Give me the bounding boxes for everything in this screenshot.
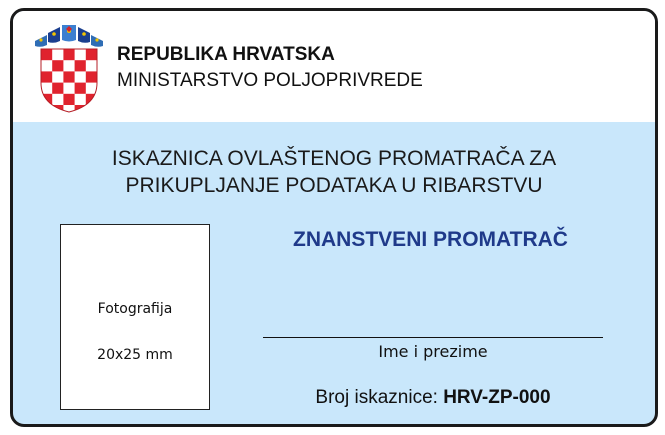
name-signature-line	[263, 337, 603, 338]
observer-role: ZNANSTVENI PROMATRAČ	[293, 228, 568, 251]
card-title-line1: ISKAZNICA OVLAŠTENOG PROMATRAČA ZA	[111, 147, 557, 170]
photo-label: Fotografija	[97, 301, 173, 317]
card-number-label: Broj iskaznice:	[315, 387, 438, 408]
croatian-coat-of-arms-icon	[33, 21, 105, 113]
ministry-name: MINISTARSTVO POLJOPRIVREDE	[117, 70, 423, 91]
photo-size: 20x25 mm	[97, 347, 173, 363]
org-name: REPUBLIKA HRVATSKA	[117, 44, 335, 65]
card-title-line2: PRIKUPLJANJE PODATAKA U RIBARSTVU	[125, 174, 543, 197]
card-number-value: HRV-ZP-000	[443, 387, 551, 408]
card-number	[253, 387, 613, 409]
name-label: Ime i prezime	[378, 342, 488, 361]
photo-placeholder	[60, 224, 210, 410]
card-title	[13, 145, 655, 199]
id-card	[10, 8, 658, 427]
card-header	[13, 11, 655, 122]
